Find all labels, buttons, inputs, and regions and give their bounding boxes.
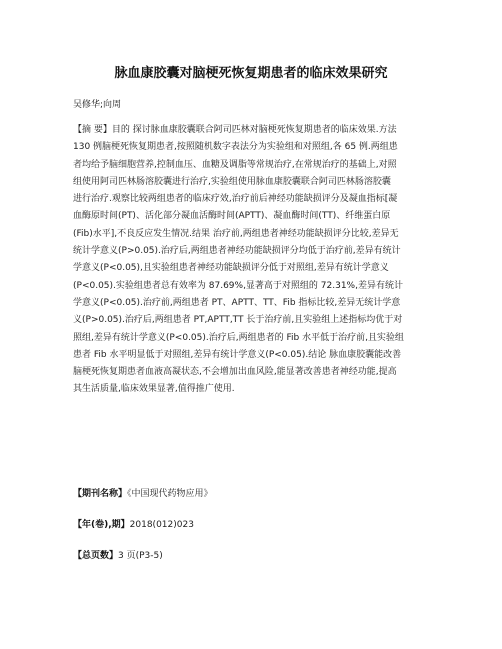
page-count-value: 3 页(P3-5) [118,551,163,561]
abstract-line: 130 例脑梗死恢复期患者,按照随机数字表法分为实验组和对照组,各 65 例.两组患 [73,142,398,153]
journal-name-value: 《中国现代药物应用》 [127,489,213,499]
issue-value: 2018(012)023 [129,520,194,530]
abstract-line: 血酶原时间(PT)、活化部分凝血活酶时间(APTT)、凝血酶时间(TT)、纤维蛋白原 [73,211,391,222]
abstract-line: 统计学意义(P>0.05).治疗后,两组患者神经功能缺损评分均低于治疗前,差异有统计 [73,246,401,257]
page-count-row [73,548,163,561]
abstract-line: (Fib)水平],不良反应发生情况.结果 治疗前,两组患者神经功能缺损评分比较,差异无 [73,228,399,239]
abstract-line: 患者 Fib 水平明显低于对照组,差异有统计学意义(P<0.05).结论 脉血康胶囊能改善 [73,349,402,360]
abstract-line: (P<0.05).实验组患者总有效率为 87.69%,显著高于对照组的 72.31%,差异有统计 [73,280,403,291]
abstract-line: 脑梗死恢复期患者血液高凝状态,不会增加出血风险,能显著改善患者神经功能,提高 [73,367,397,378]
journal-name-row [73,486,213,499]
journal-name-label: 【期刊名称】 [73,489,128,499]
abstract-line: 学意义(P<0.05).治疗前,两组患者 PT、APTT、TT、Fib 指标比较,差异无统计学意 [73,297,401,308]
issue-label: 【年(卷),期】 [73,520,130,530]
paper-title: 脉血康胶囊对脑梗死恢复期患者的临床效果研究 [114,66,388,81]
abstract-line: 其生活质量,临床效果显著,值得推广使用. [73,384,235,395]
abstract-line: 照组,差异有统计学意义(P<0.05).治疗后,两组患者的 Fib 水平低于治疗前,且实验组 [73,332,404,343]
abstract-line: 义(P>0.05).治疗后,两组患者 PT,APTT,TT 长于治疗前,且实验组上述指标均优于对 [73,315,403,326]
abstract-line: 进行治疗.观察比较两组患者的临床疗效,治疗前后神经功能缺损评分及凝血指标[凝 [73,194,398,205]
issue-row [73,517,194,530]
abstract-line: 【摘 要】目的 探讨脉血康胶囊联合阿司匹林对脑梗死恢复期患者的临床效果.方法 [73,125,397,135]
abstract-line: 组使用阿司匹林肠溶胶囊进行治疗,实验组使用脉血康胶囊联合阿司匹林肠溶胶囊 [73,176,391,187]
abstract-block [73,122,435,399]
abstract-line: 学意义(P<0.05),且实验组患者神经功能缺损评分低于对照组,差异有统计学意义 [73,263,389,274]
abstract-line: 者均给予脑细胞营养,控制血压、血糖及调脂等常规治疗,在常规治疗的基础上,对照 [73,159,397,170]
paper-authors: 吴修华;向周 [73,100,122,110]
page-count-label: 【总页数】 [73,551,119,561]
